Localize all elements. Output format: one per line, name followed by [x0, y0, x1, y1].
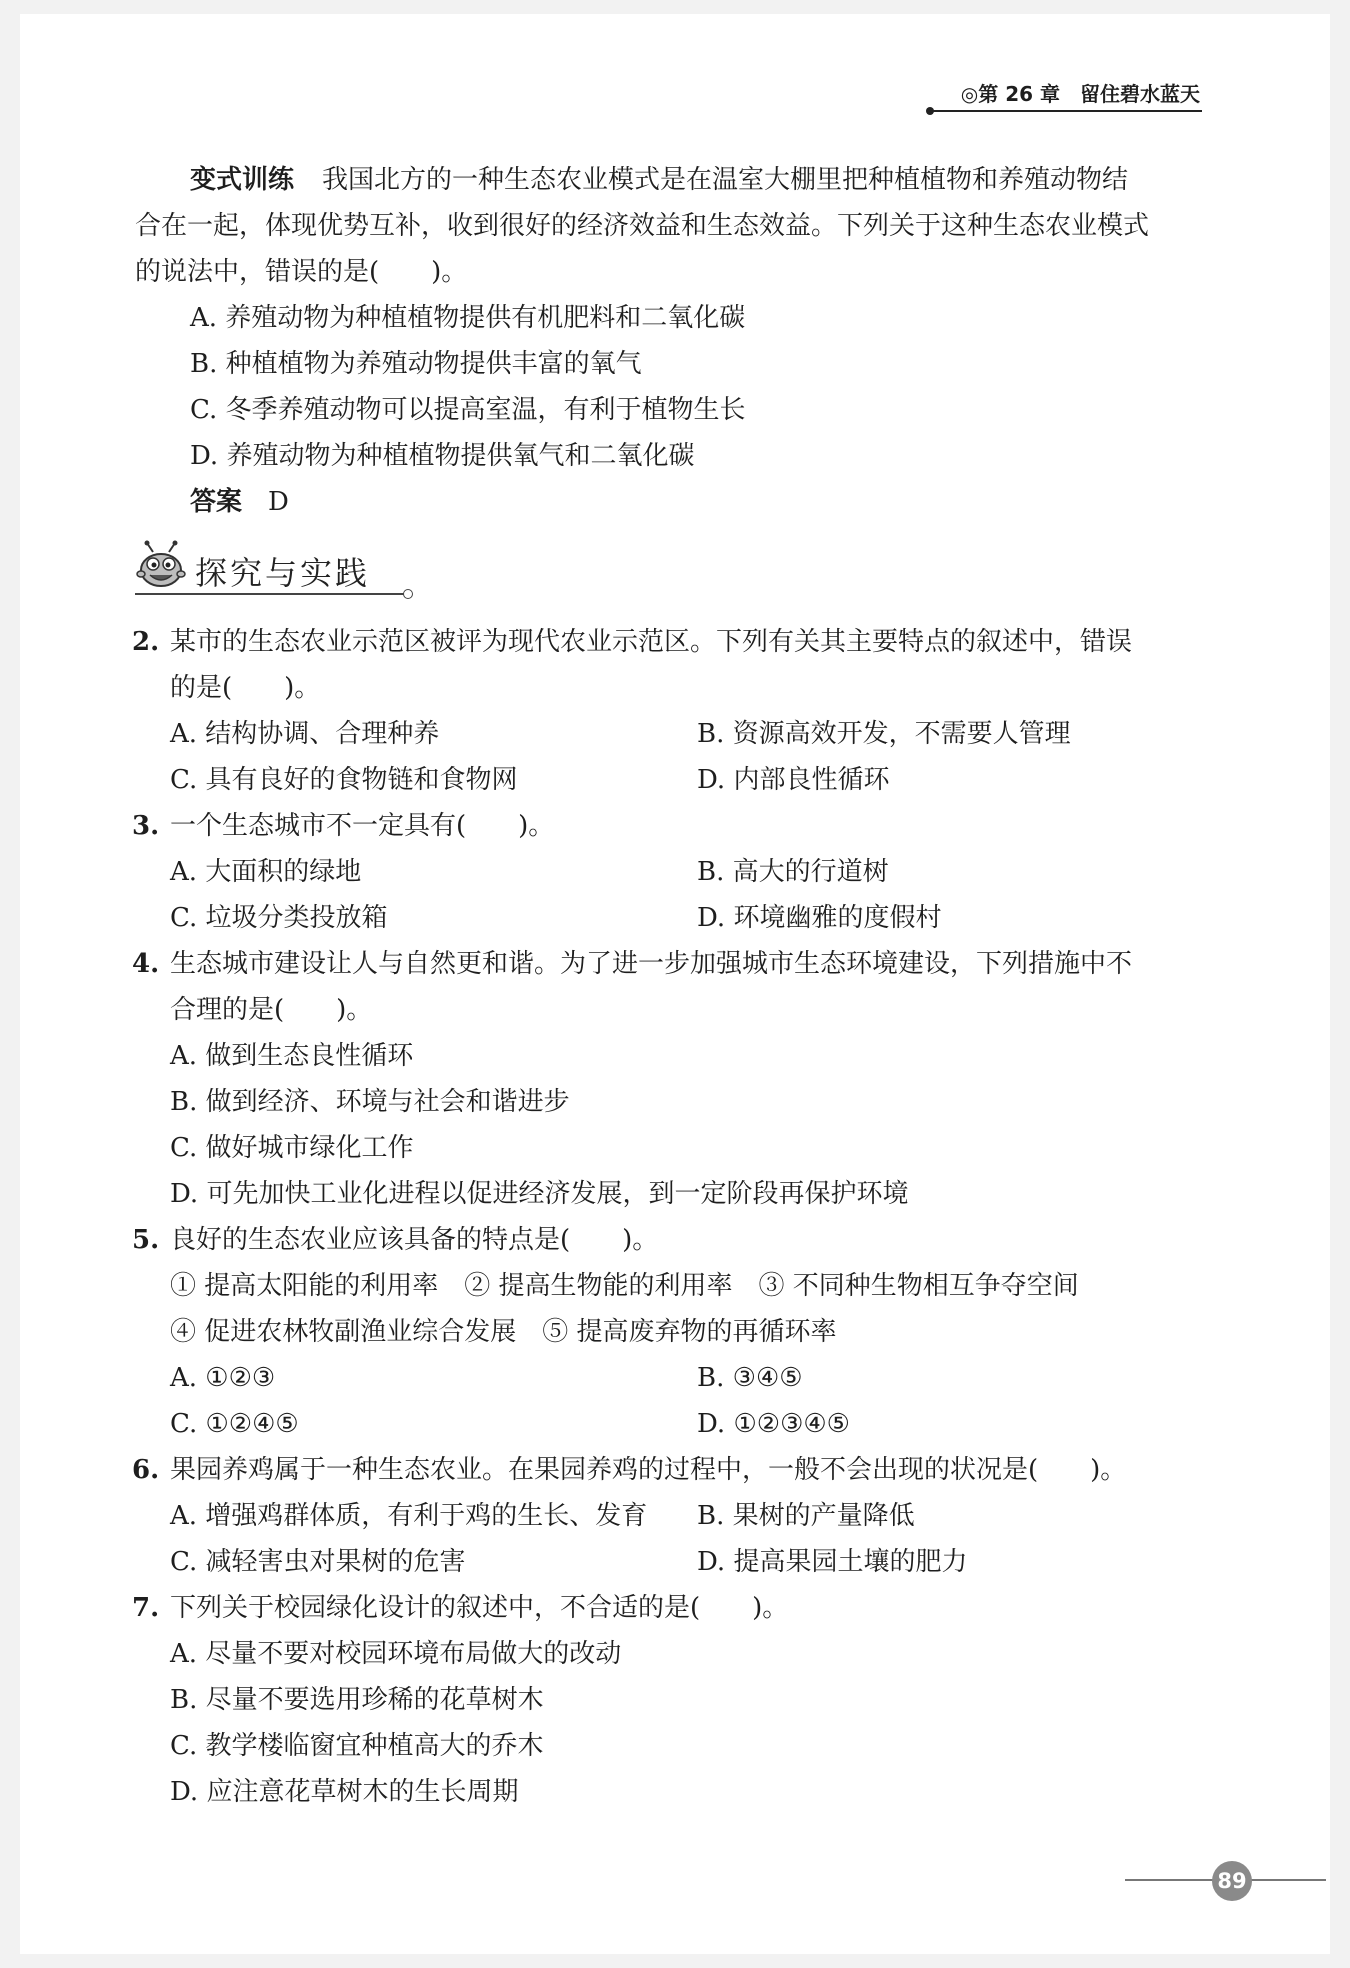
q2-number: 2. [132, 627, 160, 657]
q4-option-d: D. 可先加快工业化进程以促进经济发展，到一定阶段再保护环境 [170, 1179, 909, 1209]
q7-option-a: A. 尽量不要对校园环境布局做大的改动 [170, 1639, 622, 1669]
answer-label: 答案 [190, 487, 243, 517]
q5-stem: 良好的生态农业应该具备的特点是( )。 [170, 1225, 659, 1255]
q6-option-a: A. 增强鸡群体质，有利于鸡的生长、发育 [170, 1501, 648, 1531]
q6-number: 6. [132, 1455, 160, 1485]
variant-text-1: 我国北方的一种生态农业模式是在温室大棚里把种植植物和养殖动物结 [322, 165, 1129, 195]
section-underline [135, 593, 405, 595]
q4-stem-1: 生态城市建设让人与自然更和谐。为了进一步加强城市生态环境建设，下列措施中不 [170, 949, 1133, 979]
q5-items-2: ④ 促进农林牧副渔业综合发展 ⑤ 提高废弃物的再循环率 [170, 1317, 837, 1347]
section-underline-dot [403, 589, 413, 599]
q3-option-b: B. 高大的行道树 [697, 857, 889, 887]
q2-option-a: A. 结构协调、合理种养 [170, 719, 440, 749]
q5-option-c: C. ①②④⑤ [170, 1409, 299, 1439]
variant-label: 变式训练 [190, 165, 295, 195]
section-heading [135, 540, 415, 600]
page-number: 89 [1212, 1861, 1252, 1901]
q5-option-a: A. ①②③ [170, 1363, 276, 1393]
q3-option-a: A. 大面积的绿地 [170, 857, 362, 887]
q6-option-d: D. 提高果园土壤的肥力 [697, 1547, 968, 1577]
page-number-rule-left [1125, 1879, 1213, 1881]
answer-value: D [268, 487, 289, 517]
q7-option-c: C. 教学楼临窗宜种植高大的乔木 [170, 1731, 544, 1761]
variant-option-c: C. 冬季养殖动物可以提高室温，有利于植物生长 [190, 395, 746, 425]
page-number-rule-right [1251, 1879, 1326, 1881]
variant-option-b: B. 种植植物为养殖动物提供丰富的氧气 [190, 349, 642, 379]
q7-option-d: D. 应注意花草树木的生长周期 [170, 1777, 519, 1807]
q3-stem: 一个生态城市不一定具有( )。 [170, 811, 555, 841]
q5-option-b: B. ③④⑤ [697, 1363, 803, 1393]
q4-option-c: C. 做好城市绿化工作 [170, 1133, 414, 1163]
variant-answer [190, 484, 289, 520]
section-title: 探究与实践 [195, 554, 371, 592]
q4-option-a: A. 做到生态良性循环 [170, 1041, 414, 1071]
q5-option-d: D. ①②③④⑤ [697, 1409, 850, 1439]
q6-stem: 果园养鸡属于一种生态农业。在果园养鸡的过程中，一般不会出现的状况是( )。 [170, 1455, 1127, 1485]
q3-number: 3. [132, 811, 160, 841]
mascot-icon [135, 540, 189, 592]
q5-items-1: ① 提高太阳能的利用率 ② 提高生物能的利用率 ③ 不同种生物相互争夺空间 [170, 1271, 1079, 1301]
header-rule [930, 110, 1202, 112]
q6-option-b: B. 果树的产量降低 [697, 1501, 915, 1531]
q7-option-b: B. 尽量不要选用珍稀的花草树木 [170, 1685, 544, 1715]
variant-text-3: 的说法中，错误的是( )。 [135, 257, 468, 287]
q4-option-b: B. 做到经济、环境与社会和谐进步 [170, 1087, 570, 1117]
variant-first-line [190, 162, 1128, 198]
q5-number: 5. [132, 1225, 160, 1255]
q7-stem: 下列关于校园绿化设计的叙述中，不合适的是( )。 [170, 1593, 789, 1623]
q3-option-d: D. 环境幽雅的度假村 [697, 903, 942, 933]
q4-stem-2: 合理的是( )。 [170, 995, 373, 1025]
variant-option-a: A. 养殖动物为种植植物提供有机肥料和二氧化碳 [190, 303, 746, 333]
q2-stem-2: 的是( )。 [170, 673, 321, 703]
variant-option-d: D. 养殖动物为种植植物提供氧气和二氧化碳 [190, 441, 695, 471]
variant-text-2: 合在一起，体现优势互补，收到很好的经济效益和生态效益。下列关于这种生态农业模式 [135, 211, 1150, 241]
q2-option-c: C. 具有良好的食物链和食物网 [170, 765, 518, 795]
q7-number: 7. [132, 1593, 160, 1623]
q3-option-c: C. 垃圾分类投放箱 [170, 903, 388, 933]
q2-stem-1: 某市的生态农业示范区被评为现代农业示范区。下列有关其主要特点的叙述中，错误 [170, 627, 1133, 657]
q6-option-c: C. 减轻害虫对果树的危害 [170, 1547, 466, 1577]
chapter-header: ◎第 26 章 留住碧水蓝天 [960, 82, 1200, 106]
q2-option-b: B. 资源高效开发，不需要人管理 [697, 719, 1071, 749]
q2-option-d: D. 内部良性循环 [697, 765, 890, 795]
q4-number: 4. [132, 949, 160, 979]
